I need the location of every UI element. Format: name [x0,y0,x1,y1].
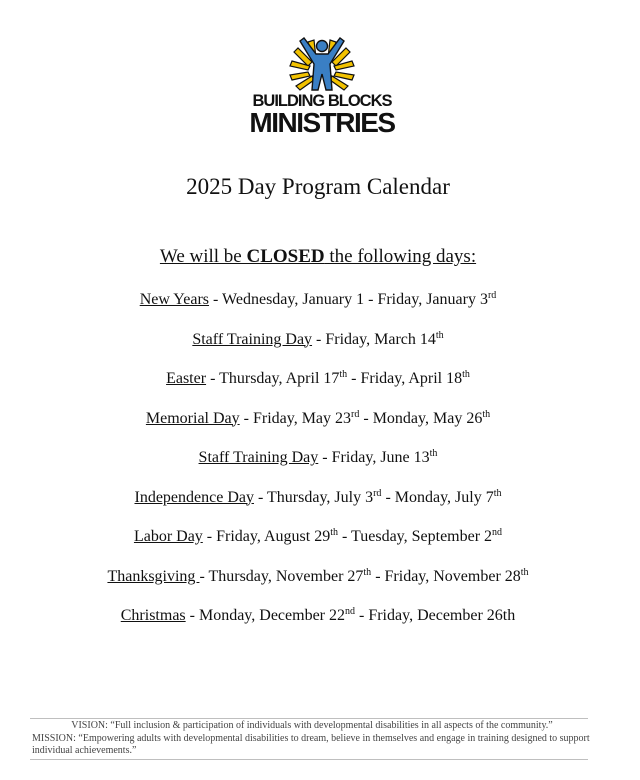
ordinal-suffix: rd [351,408,360,420]
holiday-dates: - Friday, June 13 [318,449,430,466]
footer [32,720,592,758]
holiday-dates: - Friday, April 18 [347,370,463,387]
ordinal-suffix: th [339,369,348,380]
page-title: 2025 Day Program Calendar [186,174,450,199]
ordinal-suffix: th [482,408,491,420]
holiday-item [0,446,636,486]
holiday-list [0,288,636,644]
ordinal-suffix: rd [373,487,382,499]
holiday-item [0,288,636,328]
ordinal-suffix: th [520,566,529,578]
heading-prefix: We will be [159,246,247,267]
holiday-dates: - Thursday, April 17 [206,370,340,387]
heading-closed-word: CLOSED [246,246,325,267]
ordinal-suffix: th [429,448,438,459]
holiday-item [0,604,636,644]
holiday-dates: - Monday, December 22 [185,607,345,624]
logo-text-line1: BUILDING BLOCKS [252,92,392,110]
holiday-name: Easter [166,370,207,387]
mission-statement: MISSION: “Empowering adults with developmental disabilities to dream, believe in themselves and engage in training designed to support individual achievements.” [32,732,590,756]
heading-suffix: the following days: [324,246,477,267]
holiday-dates: - Wednesday, January 1 - Friday, January 3 [209,291,488,308]
holiday-name: Independence Day [134,488,254,506]
holiday-dates: - Friday, August 29 [202,528,331,545]
ordinal-suffix: th [363,566,372,578]
holiday-dates: - Tuesday, September 2 [337,528,493,545]
holiday-name: Christmas [120,607,186,624]
holiday-dates: - Friday, November 28 [371,567,521,585]
ordinal-suffix: th [330,527,338,538]
holiday-item [0,486,636,526]
vision-statement: VISION: “Full inclusion & participation of individuals with developmental disabilities in all aspects of the community.” [71,720,553,731]
holiday-item [0,565,636,605]
ordinal-suffix: th [462,369,470,380]
holiday-dates: - Monday, July 7 [381,488,494,506]
holiday-item [0,525,636,565]
logo-text-line2: MINISTRIES [249,107,395,138]
holiday-name: Staff Training Day [192,330,313,348]
holiday-name: Labor Day [133,528,203,545]
footer-divider-top [30,718,588,719]
ordinal-suffix: nd [345,606,355,617]
holiday-item [0,367,636,407]
footer-divider-bottom [30,759,588,760]
holiday-dates: - Thursday, July 3 [253,488,374,506]
ordinal-suffix: th [435,329,444,341]
ordinal-suffix: nd [492,527,503,538]
holiday-dates: - Friday, May 23 [239,409,352,427]
holiday-dates: - Monday, May 26 [359,409,483,427]
holiday-item [0,328,636,368]
holiday-item [0,407,636,447]
ordinal-suffix: th [493,487,502,499]
logo [240,36,404,136]
holiday-name: New Years [139,291,210,308]
holiday-dates: - Friday, March 14 [312,330,436,348]
closed-days-heading [0,244,636,270]
holiday-name: Thanksgiving [107,567,200,585]
ordinal-suffix: rd [487,290,497,301]
holiday-dates: - Friday, December 26th [355,607,516,624]
holiday-dates: - Thursday, November 27 [199,567,364,585]
holiday-name: Memorial Day [145,409,240,427]
holiday-name: Staff Training Day [198,449,319,466]
people-logo-icon [286,36,358,92]
